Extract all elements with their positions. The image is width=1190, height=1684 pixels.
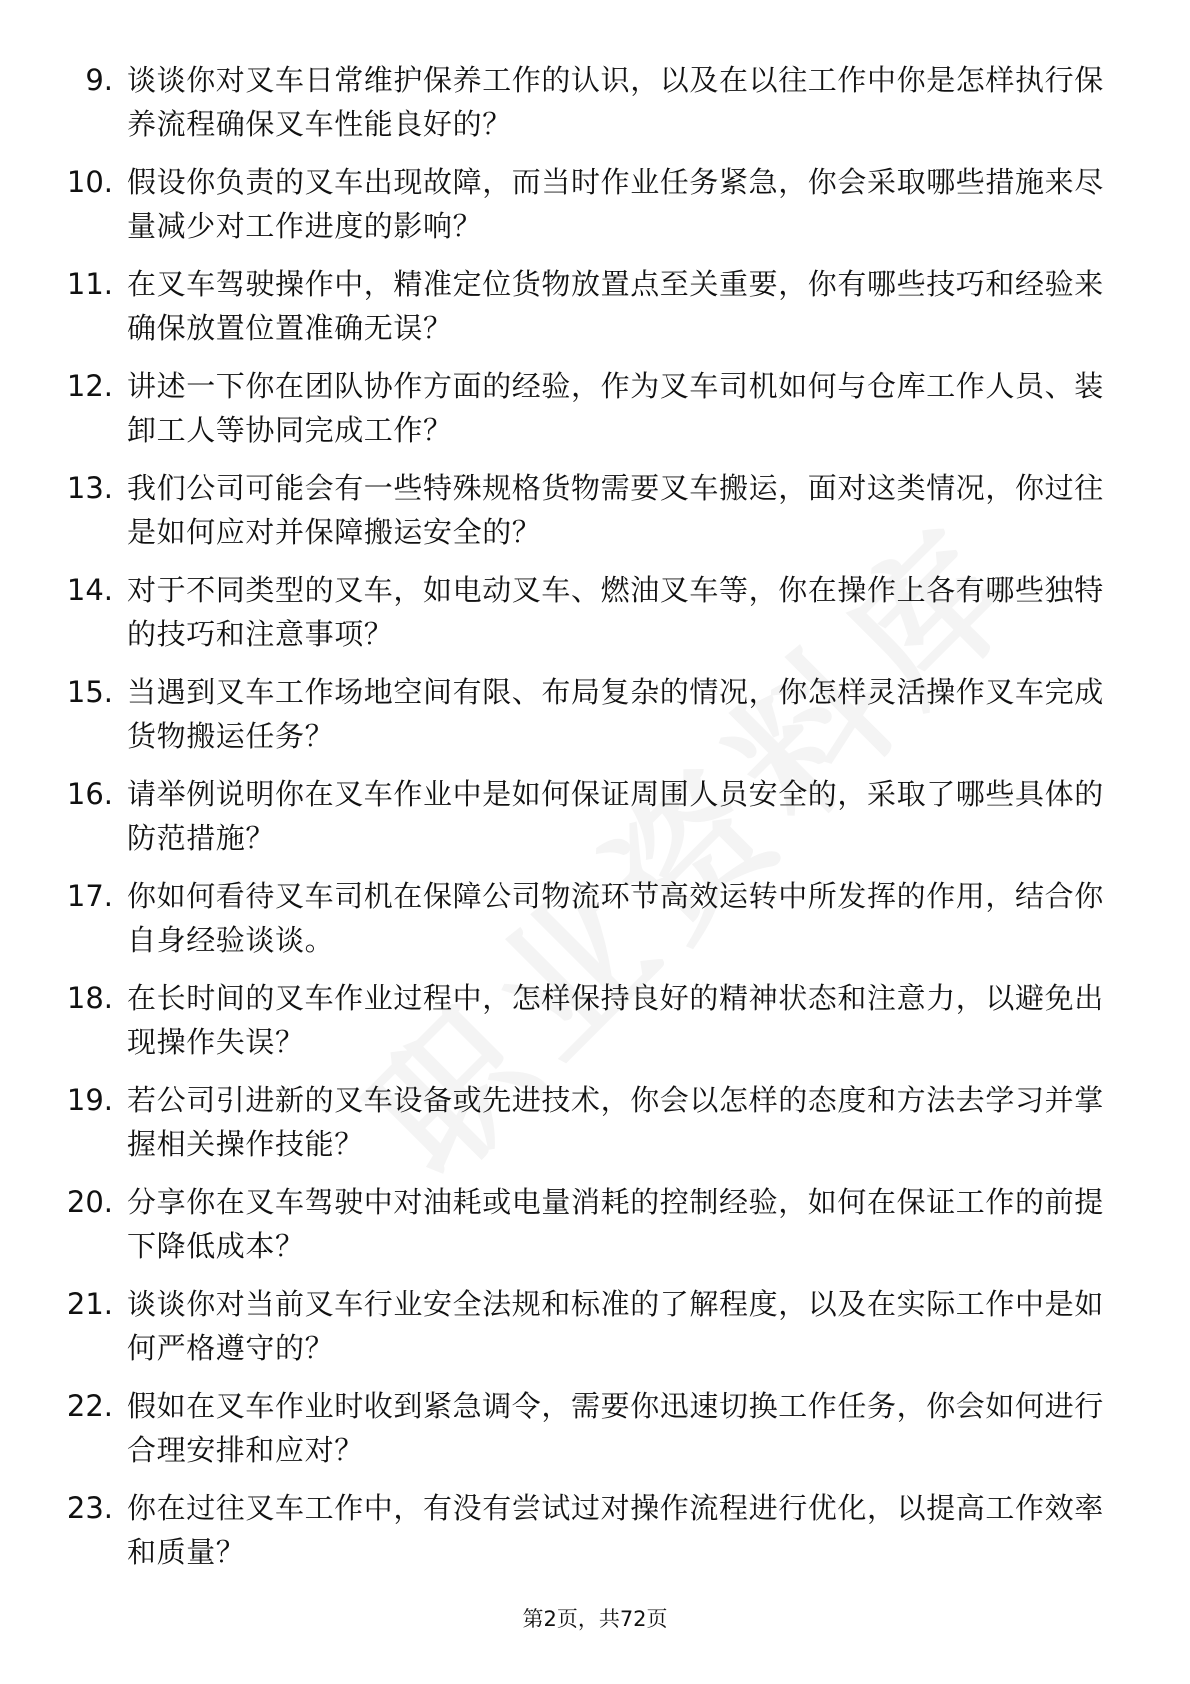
question-number: 17. xyxy=(66,879,113,913)
question-item xyxy=(0,568,1190,670)
page-number-footer: 第2页，共72页 xyxy=(522,1607,668,1631)
question-item xyxy=(0,1486,1190,1588)
question-number: 12. xyxy=(66,369,113,403)
question-text: 若公司引进新的叉车设备或先进技术，你会以怎样的态度和方法去学习并掌握相关操作技能？ xyxy=(127,1083,1104,1161)
question-number: 15. xyxy=(66,675,113,709)
question-text: 谈谈你对当前叉车行业安全法规和标准的了解程度，以及在实际工作中是如何严格遵守的？ xyxy=(127,1287,1104,1365)
question-item xyxy=(0,160,1190,262)
question-item xyxy=(0,364,1190,466)
question-text: 你在过往叉车工作中，有没有尝试过对操作流程进行优化，以提高工作效率和质量？ xyxy=(127,1491,1104,1569)
question-text: 假如在叉车作业时收到紧急调令，需要你迅速切换工作任务，你会如何进行合理安排和应对？ xyxy=(127,1389,1104,1467)
question-number: 13. xyxy=(66,471,113,505)
question-text: 在叉车驾驶操作中，精准定位货物放置点至关重要，你有哪些技巧和经验来确保放置位置准确无误？ xyxy=(127,267,1104,345)
question-item xyxy=(0,262,1190,364)
question-text: 在长时间的叉车作业过程中，怎样保持良好的精神状态和注意力，以避免出现操作失误？ xyxy=(127,981,1104,1059)
question-item xyxy=(0,1180,1190,1282)
question-item xyxy=(0,1078,1190,1180)
question-number: 9. xyxy=(85,63,113,97)
question-item xyxy=(0,1384,1190,1486)
question-item xyxy=(0,1282,1190,1384)
question-text: 你如何看待叉车司机在保障公司物流环节高效运转中所发挥的作用，结合你自身经验谈谈。 xyxy=(127,879,1104,957)
question-item xyxy=(0,670,1190,772)
question-list xyxy=(0,58,1190,1588)
question-text: 对于不同类型的叉车，如电动叉车、燃油叉车等，你在操作上各有哪些独特的技巧和注意事项？ xyxy=(127,573,1104,651)
question-item xyxy=(0,466,1190,568)
question-number: 21. xyxy=(66,1287,113,1321)
question-number: 18. xyxy=(66,981,113,1015)
question-number: 14. xyxy=(66,573,113,607)
question-number: 19. xyxy=(66,1083,113,1117)
question-item xyxy=(0,58,1190,160)
question-text: 假设你负责的叉车出现故障，而当时作业任务紧急，你会采取哪些措施来尽量减少对工作进度的影响？ xyxy=(127,165,1104,243)
question-number: 22. xyxy=(66,1389,113,1423)
question-number: 16. xyxy=(66,777,113,811)
question-text: 当遇到叉车工作场地空间有限、布局复杂的情况，你怎样灵活操作叉车完成货物搬运任务？ xyxy=(127,675,1104,753)
question-number: 20. xyxy=(66,1185,113,1219)
question-number: 23. xyxy=(66,1491,113,1525)
question-number: 11. xyxy=(66,267,113,301)
question-item xyxy=(0,874,1190,976)
question-text: 请举例说明你在叉车作业中是如何保证周围人员安全的，采取了哪些具体的防范措施？ xyxy=(127,777,1104,855)
question-text: 我们公司可能会有一些特殊规格货物需要叉车搬运，面对这类情况，你过往是如何应对并保障搬运安全的？ xyxy=(127,471,1104,549)
question-text: 分享你在叉车驾驶中对油耗或电量消耗的控制经验，如何在保证工作的前提下降低成本？ xyxy=(127,1185,1104,1263)
question-number: 10. xyxy=(66,165,113,199)
question-text: 谈谈你对叉车日常维护保养工作的认识，以及在以往工作中你是怎样执行保养流程确保叉车性能良好的？ xyxy=(127,63,1104,141)
question-item xyxy=(0,976,1190,1078)
question-text: 讲述一下你在团队协作方面的经验，作为叉车司机如何与仓库工作人员、装卸工人等协同完成工作？ xyxy=(127,369,1104,447)
question-item xyxy=(0,772,1190,874)
